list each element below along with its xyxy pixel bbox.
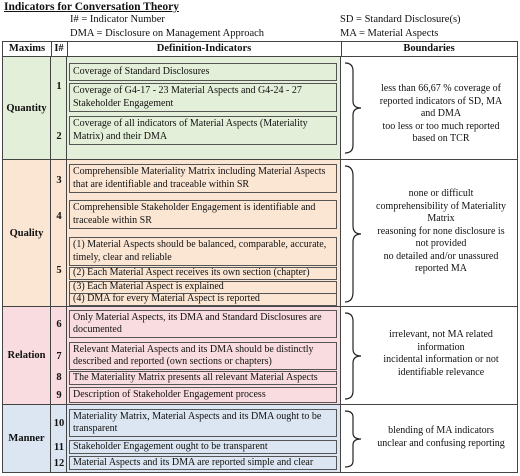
boundary-text [367, 425, 515, 450]
indicator-cell: Relevant Material Aspects and its DMA should be distinctly described and reported (own sections or chapters) [69, 342, 337, 370]
header-maxims: Maxims [3, 42, 52, 56]
brace-icon [343, 311, 365, 401]
table-header [3, 42, 517, 57]
indicator-number: 10 [53, 417, 65, 429]
boundary-line: incidental information or not [383, 354, 499, 365]
indicator-cell: (4) DMA for every Material Aspect is reported [69, 293, 337, 306]
indicator-cell: (1) Material Aspects should be balanced, comparable, accurate, timely, clear and reliable [69, 237, 337, 266]
boundary-line: no detailed and/or unassured [383, 250, 499, 262]
indicator-cell: Stakeholder Engagement ought to be transparent [69, 440, 337, 454]
indicator-cell: Coverage of Standard Disclosures [69, 63, 337, 81]
boundary-text [367, 188, 515, 276]
indicator-cell: Only Material Aspects, its DMA and Standard Disclosures are documented [69, 310, 337, 338]
indicator-number: 3 [56, 174, 62, 186]
boundary-line: identifiable relevance [397, 366, 485, 378]
number-column [51, 57, 67, 159]
boundary-line: unclear and confusing reporting [377, 437, 505, 449]
boundary-line: Matrix [427, 213, 455, 224]
brace-icon [343, 61, 365, 155]
definition-column [67, 307, 341, 404]
page-title: Indicators for Conversation Theory [4, 1, 179, 13]
indicator-cell: Coverage of G4-17 - 23 Material Aspects and G4-24 - 27 Stakeholder Engagement [69, 83, 337, 112]
boundary-line: information [417, 341, 465, 353]
boundary-line: not provided [415, 238, 467, 249]
header-indicator-number: I# [51, 42, 68, 56]
indicator-number: 12 [53, 457, 65, 469]
boundary-line: reasoning for none disclosure is [377, 225, 505, 237]
legend-indicator-number: I# = Indicator Number [70, 14, 165, 25]
boundary-column [341, 405, 517, 472]
boundary-line: too less or too much reported [382, 120, 500, 132]
number-column [51, 405, 67, 472]
indicator-cell: Description of Stakeholder Engagement process [69, 387, 337, 403]
boundary-line: blending of MA indicators [388, 425, 494, 436]
brace-icon [343, 164, 365, 304]
boundary-text [367, 83, 515, 146]
number-column [51, 307, 67, 404]
legend-dma: DMA = Disclosure on Management Approach [70, 28, 265, 39]
definition-column [67, 57, 341, 159]
boundary-line: reported MA [415, 263, 467, 274]
legend-standard-disclosures: SD = Standard Disclosure(s) [340, 14, 461, 25]
indicator-number: 2 [56, 130, 62, 142]
indicator-cell: Coverage of all indicators of Material Aspects (Materiality Matrix) and their DMA [69, 116, 337, 145]
header-definition: Definition-Indicators [67, 42, 342, 56]
brace-icon [343, 409, 365, 469]
maxim-label: Relation [3, 307, 51, 404]
indicator-cell: Materiality Matrix, Material Aspects and its DMA ought to be transparent [69, 409, 337, 437]
header-boundaries: Boundaries [403, 43, 455, 54]
boundary-line: less than 66,67 % coverage of [381, 83, 501, 94]
indicator-cell: (2) Each Material Aspect receives its own section (chapter) [69, 267, 337, 280]
indicator-number: 4 [56, 210, 62, 222]
boundary-line: based on TCR [412, 133, 470, 144]
indicator-number: 8 [56, 372, 62, 383]
section-relation [3, 307, 517, 405]
indicator-number: 7 [56, 350, 62, 362]
legend-material-aspects: MA = Material Aspects [340, 28, 439, 39]
definition-column [67, 160, 341, 306]
indicator-cell: (3) Each Material Aspect is explained [69, 281, 337, 294]
boundary-line: reported indicators of SD, MA [379, 95, 503, 107]
boundary-text [367, 329, 515, 379]
indicator-number: 11 [54, 441, 64, 453]
indicator-number: 9 [56, 389, 62, 401]
maxim-label: Manner [3, 405, 51, 472]
maxim-label: Quality [3, 160, 51, 306]
indicator-number: 6 [56, 318, 62, 330]
section-quality [3, 160, 517, 307]
indicator-cell: The Materiality Matrix presents all relevant Material Aspects [69, 371, 337, 385]
indicator-cell: Comprehensible Stakeholder Engagement is identifiable and traceable within SR [69, 200, 337, 229]
indicator-number: 1 [56, 80, 62, 92]
boundary-line: none or difficult [408, 188, 474, 199]
boundary-line: comprehensibility of Materiality [376, 200, 506, 212]
definition-column [67, 405, 341, 472]
boundary-column [341, 160, 517, 306]
number-column [51, 160, 67, 306]
indicator-number: 5 [56, 264, 62, 276]
boundary-line: irrelevant, not MA related [389, 329, 493, 340]
section-quantity [3, 57, 517, 160]
boundary-line: and DMA [420, 108, 462, 119]
indicators-table [2, 41, 518, 473]
section-manner [3, 405, 517, 472]
indicator-cell: Material Aspects and its DMA are reported simple and clear [69, 456, 337, 470]
boundary-column [341, 307, 517, 404]
boundary-column [341, 57, 517, 159]
maxim-label: Quantity [3, 57, 51, 159]
indicator-cell: Comprehensible Materiality Matrix including Material Aspects that are identifiable and traceable within SR [69, 164, 337, 193]
